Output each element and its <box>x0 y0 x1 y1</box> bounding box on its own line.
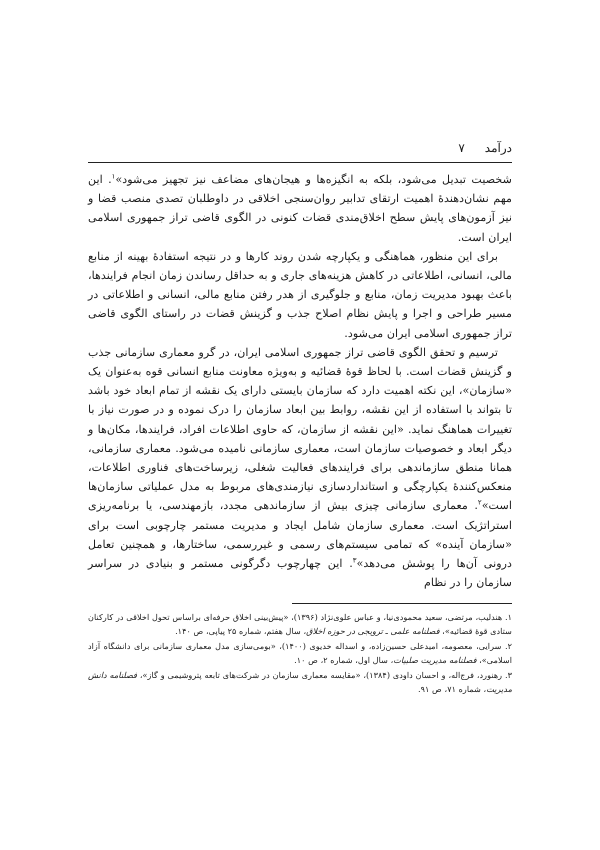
footnote-3-journal: فصلنامه دانش مدیریت <box>88 670 512 694</box>
footnote-1-journal: فصلنامه علمی ـ ترویجی در حوزه اخلاق <box>306 626 440 636</box>
paragraph-1 <box>88 170 512 247</box>
running-header <box>88 138 512 158</box>
footnote-3-text-a: ۳. رهنورد، فرج‌اله، و احسان داودی (۱۳۸۴)، «مقایسه معماری سازمان در شرکت‌های تابعه پتروشیمی و گاز»، <box>136 670 512 680</box>
header-divider <box>88 162 512 163</box>
footnote-3-text-b: ، شماره ۷۱، ص ۹۱. <box>418 684 487 694</box>
footnote-divider <box>292 603 512 604</box>
footnote-1-text-b: ، سال هفتم، شماره ۲۵ پیاپی، ص ۱۴۰. <box>175 626 307 636</box>
footnote-2 <box>88 639 512 667</box>
footnote-ref-1: ۱ <box>111 172 116 181</box>
footnote-ref-3: ۳ <box>352 556 357 565</box>
paragraph-3 <box>88 343 512 593</box>
footnote-1 <box>88 610 512 638</box>
paragraph-1-text-b: . این مهم نشان‌دهندۀ اهمیت ارتقای تدابیر روان‌سنجی اخلاقی در داوطلبان تصدی منصب قضا و نیز آزمون‌های پایش سطح اخلاق‌مندی قضات کنونی در الگوی قاضی تراز جمهوری اسلامی ایران است. <box>88 173 512 244</box>
footnote-3 <box>88 668 512 696</box>
footnote-1-text-a: ۱. هندلیب، مرتضی، سعید محمودی‌نیا، و عباس علوی‌نژاد (۱۳۹۶)، «پیش‌بینی اخلاق حرفه‌ای براساس تحول اخلاقی در کارکنان ستادی قوۀ قضائیه»، <box>88 612 512 636</box>
paragraph-1-text-a: شخصیت تبدیل می‌شود، بلکه به انگیزه‌ها و هیجان‌های مضاعف نیز تجهیز می‌شود» <box>115 173 512 186</box>
footnotes <box>88 610 512 697</box>
main-text <box>88 170 512 592</box>
footnote-ref-2: ۲ <box>477 498 482 507</box>
paragraph-3-text-b: . معماری سازمانی چیزی بیش از سازماندهی مجدد، بازمهندسی، یا برنامه‌ریزی استراتژیک است. معماری سازمان شامل ایجاد و مدیریت مستمر چارچوبی است برای «سازمان آینده» که تمامی سیستم‌های رسمی و غیررسمی، ساختارها، و همچنین تعامل درونی آن‌ها را پوشش می‌دهد» <box>88 499 512 571</box>
paragraph-3-text-c: . این چهارچوب دگرگونی مستمر و بنیادی در سراسر سازمان را در نظام <box>88 557 512 590</box>
footnote-2-journal: فصلنامه مدیریت صلبیات <box>393 655 477 665</box>
paragraph-2: برای این منظور، هماهنگی و یکپارچه شدن روند کارها و در نتیجه استفادۀ بهینه از منابع مالی، انسانی، اطلاعاتی در کاهش هزینه‌های جاری و به حداقل رساندن زمان انجام فرایندها، باعث بهبود مدیریت زمان، منابع و جلوگیری از هدر رفتن منابع مالی، انسانی و اطلاعاتی در مسیر طراحی و اجرا و پایش نظام اصلاح جذب و گزینش قضات در راستای الگوی قاضی تراز جمهوری اسلامی ایران می‌شود. <box>88 249 512 340</box>
page-number: ۷ <box>458 141 465 155</box>
chapter-title: درآمد <box>484 141 512 155</box>
footnote-2-text-b: ، سال اول، شماره ۲، ص ۱۰. <box>294 655 394 665</box>
paragraph-3-text-a: ترسیم و تحقق الگوی قاضی تراز جمهوری اسلامی ایران، در گرو معماری سازمانی جذب و گزینش قضات است. با لحاظ قوۀ قضائیه و به‌ویژه معاونت منابع انسانی قوه به‌عنوان یک «سازمان»، این نکته اهمیت دارد که سازمان بایستی دارای یک نقشه از تمام ابعاد خود باشد تا بتواند با استفاده از این نقشه، روابط بین ابعاد سازمان را درک نموده و در صورت نیاز با تغییرات هماهنگ نماید. «این نقشه از سازمان، که حاوی اطلاعات افراد، فرایندها، مکان‌ها و دیگر ابعاد و خصوصیات سازمان است، معماری سازمانی نامیده می‌شود. معماری سازمانی، همانا منطق سازماندهی برای فرایندهای فعالیت شغلی، زیرساخت‌های فناوری اطلاعات، منعکس‌کنندۀ یکپارچگی و استانداردسازی نیازمندی‌های مربوط به مدل عملیاتی سازمان‌ها است» <box>88 345 512 513</box>
footnote-2-text-a: ۲. سرایی، معصومه، امیدعلی حسین‌زاده، و اسداله خدیوی (۱۴۰۰)، «بومی‌سازی مدل معماری سازمانی برای دانشگاه آزاد اسلامی»، <box>88 641 512 665</box>
